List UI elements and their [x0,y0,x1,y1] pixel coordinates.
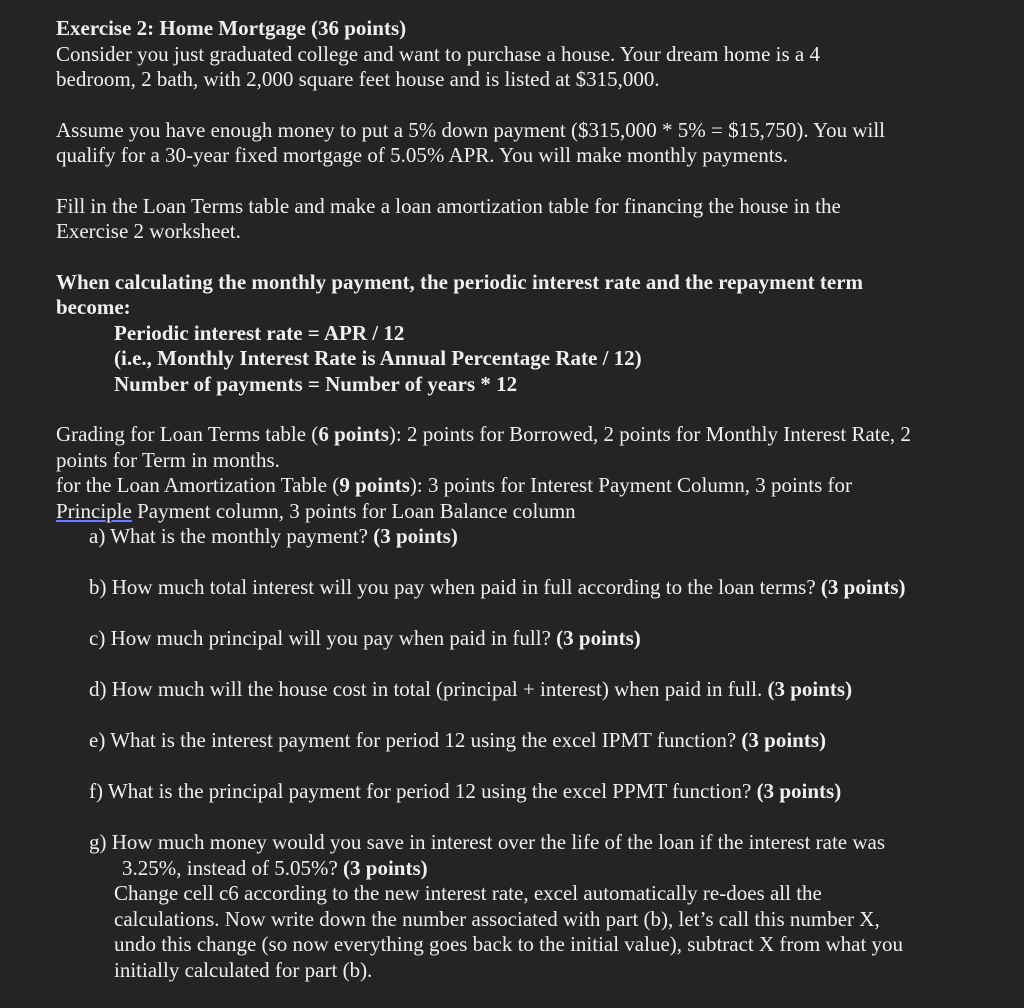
question-text: What is the principal payment for period 12 using the excel PPMT function? [107,779,757,803]
question-points: (3 points) [556,626,641,650]
calc-heading-line-2: become: [56,295,131,319]
grading-line-4 [56,499,984,525]
grading-section [56,422,984,524]
question-label: c) [89,626,106,650]
assumption-paragraph [56,118,984,169]
intro-line-2: bedroom, 2 bath, with 2,000 square feet house and is listed at $315,000. [56,67,660,91]
grading-line-2: points for Term in months. [56,447,280,472]
misspelled-word: Principle [56,498,132,523]
grading-points: 9 points [339,473,410,497]
note-line-3: undo this change (so now everything goes back to the initial value), subtract X from what you [114,932,904,956]
calculation-section [56,270,984,398]
question-list [56,524,984,983]
question-d [89,677,984,703]
question-label: g) [89,830,107,854]
question-text: 3.25%, instead of 5.05%? [122,855,344,880]
question-g [89,830,984,983]
question-label: e) [89,728,106,752]
question-text: How much will the house cost in total (principal + interest) when paid in full. [111,677,768,701]
assume-line-1: Assume you have enough money to put a 5% down payment ($315,000 * 5% = $15,750). You will [56,117,886,142]
note-line-2: calculations. Now write down the number associated with part (b), let’s call this number X, [114,906,880,931]
grading-line-3 [56,473,984,499]
question-g-note [89,881,984,983]
question-points: (3 points) [756,779,842,803]
question-points: (3 points) [343,855,428,880]
grading-text: for the Loan Amortization Table ( [56,473,340,497]
question-label: d) [89,677,107,701]
question-text: How much principal will you pay when paid in full? [110,626,557,650]
grading-text: Payment column, 3 points for Loan Balance column [131,498,576,523]
question-b [89,575,984,601]
question-text: What is the monthly payment? [110,524,374,548]
fill-line-1: Fill in the Loan Terms table and make a loan amortization table for financing the house in the [56,193,841,218]
question-e [89,728,984,754]
question-label: a) [89,524,106,548]
grading-text: ): 3 points for Interest Payment Column, 3 points for [409,473,853,497]
question-points: (3 points) [820,575,906,599]
grading-line-1 [56,422,984,448]
question-label: f) [89,779,103,803]
fill-line-2: Exercise 2 worksheet. [56,219,241,243]
exercise-header [56,16,984,93]
question-f [89,779,984,805]
formula-number-of-payments: Number of payments = Number of years * 12 [114,371,518,396]
question-points: (3 points) [741,728,827,752]
question-points: (3 points) [767,677,853,701]
assume-line-2: qualify for a 30-year fixed mortgage of 5.05% APR. You will make monthly payments. [56,143,788,167]
question-text: How much money would you save in interest over the life of the loan if the interest rate was [111,830,886,854]
formula-periodic-rate: Periodic interest rate = APR / 12 [114,320,405,345]
question-text: How much total interest will you pay when paid in full according to the loan terms? [111,575,821,599]
question-text: What is the interest payment for period 12 using the excel IPMT function? [110,728,742,752]
question-g-line-2 [89,856,984,882]
grading-text: ): 2 points for Borrowed, 2 points for Monthly Interest Rate, 2 [388,422,911,446]
question-label: b) [89,575,107,599]
grading-points: 6 points [318,422,389,446]
instructions-paragraph [56,194,984,245]
intro-line-1: Consider you just graduated college and want to purchase a house. Your dream home is a 4 [56,41,820,66]
note-line-1: Change cell c6 according to the new interest rate, excel automatically re-does all the [114,881,822,905]
grading-text: Grading for Loan Terms table ( [56,422,319,446]
question-points: (3 points) [373,524,458,548]
question-a [89,524,984,550]
note-line-4: initially calculated for part (b). [114,957,373,982]
formula-monthly-rate-note: (i.e., Monthly Interest Rate is Annual Percentage Rate / 12) [114,346,642,370]
question-g-line-1 [89,830,984,856]
exercise-title: Exercise 2: Home Mortgage (36 points) [56,16,407,40]
question-c [89,626,984,652]
calc-heading-line-1: When calculating the monthly payment, the periodic interest rate and the repayment term [56,269,864,294]
